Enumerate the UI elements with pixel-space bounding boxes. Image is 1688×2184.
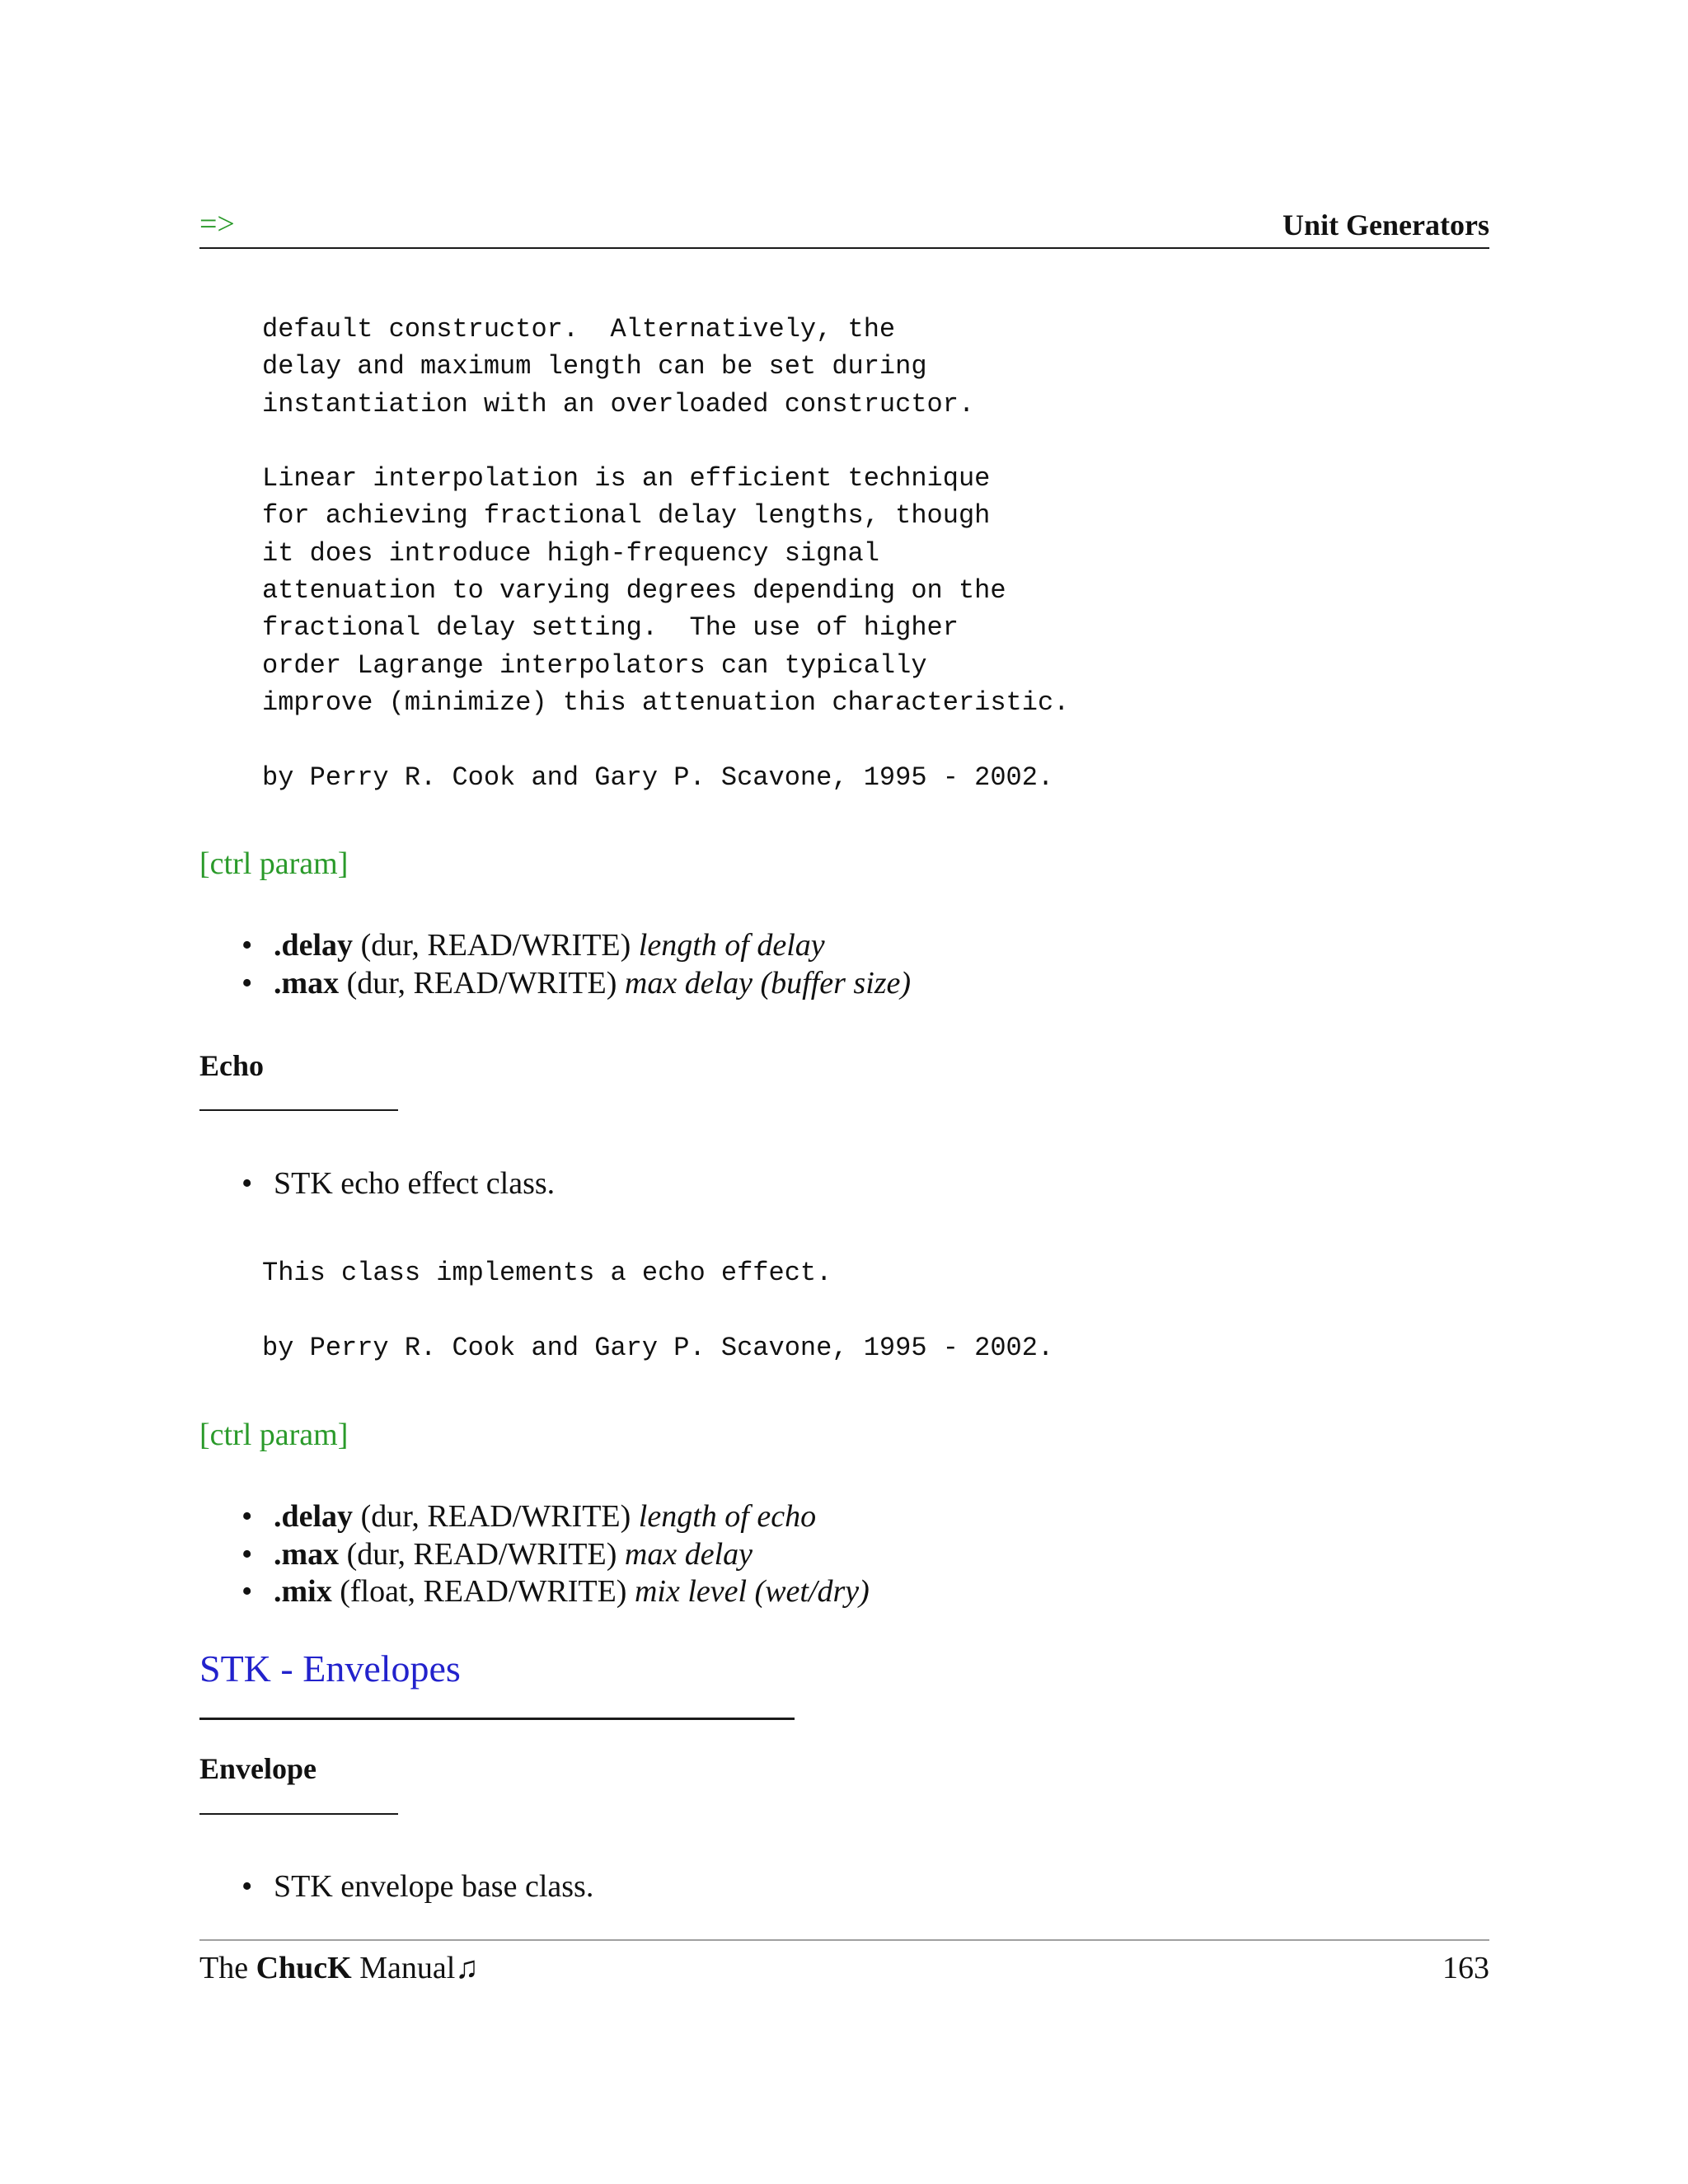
envelope-summary-item: • STK envelope base class. [199, 1868, 593, 1906]
param-item-delay [199, 1498, 870, 1536]
param-name: .max [274, 965, 340, 1001]
footer-suffix: Manual♫ [359, 1951, 479, 1985]
param-type: (float, READ/WRITE) [340, 1574, 627, 1609]
envelope-heading: Envelope [199, 1752, 317, 1785]
param-name: .max [274, 1536, 340, 1572]
echo-param-list [199, 1498, 870, 1611]
header-rule [199, 247, 1489, 249]
param-desc: max delay (buffer size) [624, 965, 912, 1001]
delay-description-code: default constructor. Alternatively, the delay and maximum length can be set during instantiation with an overloaded constructor. Linear interpolation is an efficient technique for achieving fractional delay lengths, though it does introduce high-frequency signal attenuation to varying degrees depending on the fractional delay setting. The use of higher order Lagrange interpolators can typically improve (minimize) this attenuation characteristic. by Perry R. Cook and Gary P. Scavone, 1995 - 2002. [262, 314, 1070, 793]
param-item-max [199, 965, 911, 1003]
envelope-summary-list [199, 1868, 593, 1906]
param-type: (dur, READ/WRITE) [346, 965, 617, 1001]
param-name: .delay [274, 928, 354, 963]
section-heading-rule [199, 1718, 795, 1720]
param-desc: max delay [624, 1536, 753, 1572]
footer-rule [199, 1939, 1489, 1941]
param-name: .mix [274, 1574, 332, 1609]
echo-heading-rule [199, 1109, 398, 1111]
echo-description-code: This class implements a echo effect. by Perry R. Cook and Gary P. Scavone, 1995 - 2002. [262, 1258, 1054, 1363]
section-heading-envelopes: STK - Envelopes [199, 1647, 461, 1690]
param-type: (dur, READ/WRITE) [346, 1536, 617, 1572]
param-desc: length of echo [638, 1499, 817, 1534]
param-item-mix [199, 1573, 870, 1611]
envelope-heading-rule [199, 1813, 398, 1815]
delay-ctrl-param-label: [ctrl param] [199, 846, 349, 881]
footer-manual-title [199, 1950, 479, 1986]
echo-summary-list [199, 1165, 555, 1203]
echo-summary-item: • STK echo effect class. [199, 1165, 555, 1203]
header-title: Unit Generators [1282, 209, 1489, 241]
param-name: .delay [274, 1499, 354, 1534]
param-item-delay [199, 927, 911, 965]
echo-ctrl-param-label: [ctrl param] [199, 1418, 349, 1452]
delay-param-list [199, 927, 911, 1002]
page-number: 163 [1442, 1951, 1489, 1985]
param-item-max [199, 1536, 870, 1574]
param-desc: length of delay [638, 928, 825, 963]
param-desc: mix level (wet/dry) [634, 1574, 870, 1609]
header-arrow-mark: => [199, 207, 235, 241]
param-type: (dur, READ/WRITE) [360, 928, 631, 963]
footer-prefix: The [199, 1951, 249, 1985]
footer-brand: ChucK [256, 1951, 352, 1985]
echo-heading: Echo [199, 1049, 265, 1082]
param-type: (dur, READ/WRITE) [360, 1499, 631, 1534]
